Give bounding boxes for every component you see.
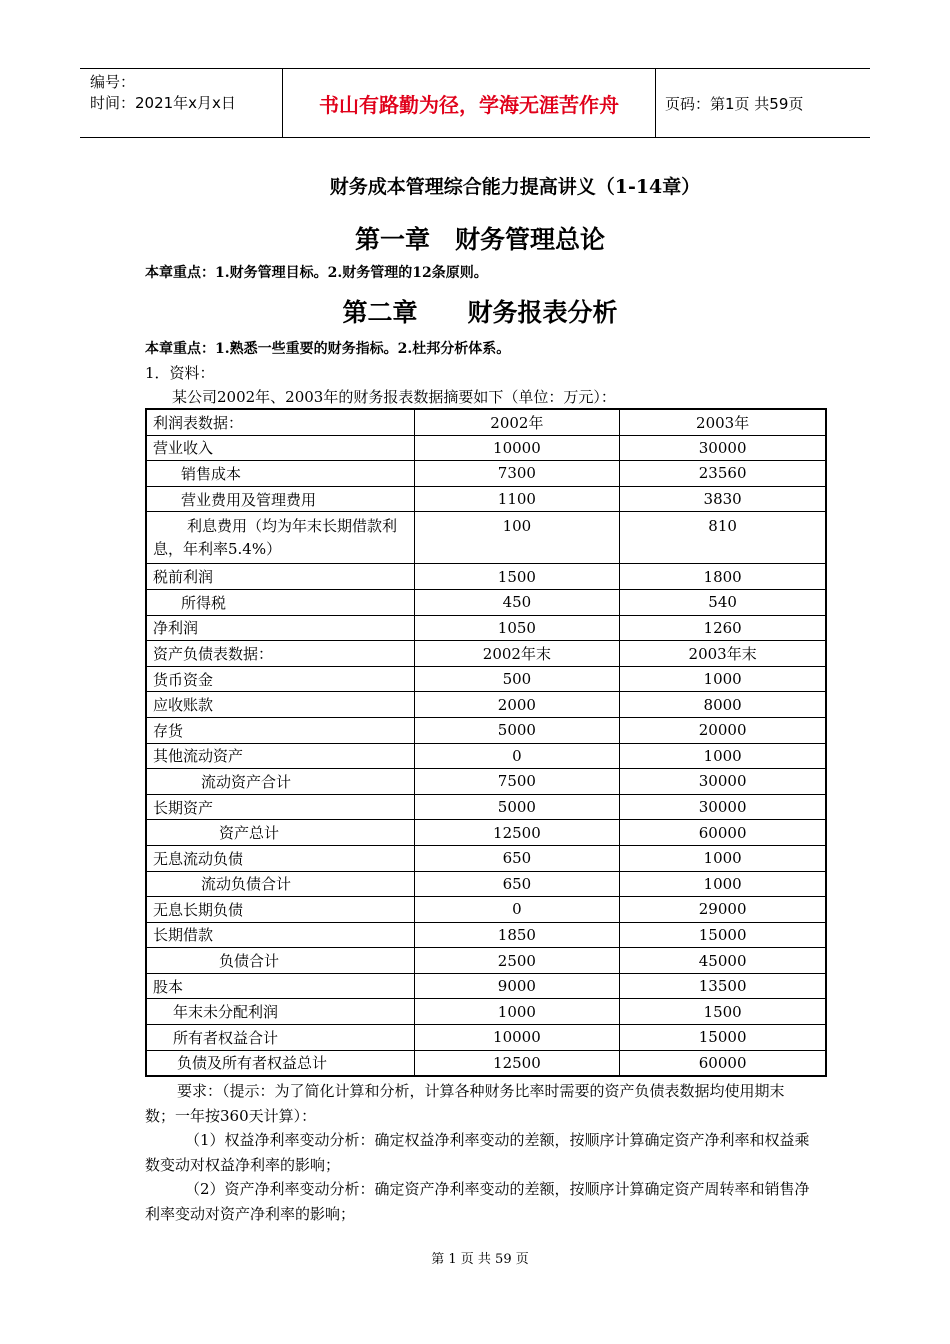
cell-2003: 810 (620, 512, 826, 564)
cell-2002: 100 (414, 512, 620, 564)
cell-2003: 13500 (620, 973, 826, 999)
cell-2003: 20000 (620, 717, 826, 743)
table-row (146, 564, 826, 590)
cell-2002: 7500 (414, 769, 620, 795)
row-label: 所有者权益合计 (146, 1025, 414, 1051)
table-row (146, 692, 826, 718)
cell-2002: 500 (414, 666, 620, 692)
number-label: 编号： (90, 73, 136, 91)
table-row (146, 589, 826, 615)
cell-2003: 2003年末 (620, 641, 826, 667)
requirements-intro: 要求：（提示：为了简化计算和分析，计算各种财务比率时需要的资产负债表数据均使用期末数；一年按360天计算）： (145, 1082, 785, 1125)
requirements-block (145, 1079, 810, 1226)
table-row (146, 845, 826, 871)
table-row (146, 409, 826, 435)
cell-2002: 2002年末 (414, 641, 620, 667)
row-label: 存货 (146, 717, 414, 743)
cell-2003: 30000 (620, 769, 826, 795)
row-label: 营业费用及管理费用 (146, 486, 414, 512)
document-title: 财务成本管理综合能力提高讲义（1-14章） (329, 176, 701, 198)
cell-2003: 1800 (620, 564, 826, 590)
cell-2002: 0 (414, 743, 620, 769)
cell-2002: 1100 (414, 486, 620, 512)
row-label: 年末未分配利润 (146, 999, 414, 1025)
table-row (146, 769, 826, 795)
header-motto: 书山有路勤为径，学海无涯苦作舟 (282, 69, 656, 137)
cell-2002: 650 (414, 871, 620, 897)
row-label: 无息流动负债 (146, 845, 414, 871)
cell-2002: 1050 (414, 615, 620, 641)
table-row (146, 820, 826, 846)
cell-2003: 15000 (620, 1025, 826, 1051)
table-row (146, 641, 826, 667)
cell-2003: 1000 (620, 666, 826, 692)
cell-2003: 1260 (620, 615, 826, 641)
chapter2-focus: 本章重点：1.熟悉一些重要的财务指标。2.杜邦分析体系。 (145, 341, 511, 357)
row-label: 资产负债表数据： (146, 641, 414, 667)
table-row (146, 615, 826, 641)
requirement-item-2: （2）资产净利率变动分析：确定资产净利率变动的差额，按顺序计算确定资产周转率和销售净利率变动对资产净利率的影响； (145, 1180, 810, 1223)
row-label: 长期资产 (146, 794, 414, 820)
cell-2002: 2500 (414, 948, 620, 974)
row-label: 负债及所有者权益总计 (146, 1050, 414, 1076)
table-row (146, 897, 826, 923)
table-intro: 某公司2002年、2003年的财务报表数据摘要如下（单位：万元）： (172, 388, 616, 406)
cell-2003: 3830 (620, 486, 826, 512)
row-label: 无息长期负债 (146, 897, 414, 923)
row-label: 利息费用（均为年末长期借款利息，年利率5.4%） (146, 512, 414, 564)
table-row (146, 999, 826, 1025)
header-meta (80, 69, 282, 137)
cell-2002: 12500 (414, 1050, 620, 1076)
document-header (80, 68, 870, 138)
row-label: 资产总计 (146, 820, 414, 846)
cell-2003: 540 (620, 589, 826, 615)
cell-2003: 8000 (620, 692, 826, 718)
row-label: 利润表数据： (146, 409, 414, 435)
row-label: 流动资产合计 (146, 769, 414, 795)
cell-2002: 0 (414, 897, 620, 923)
table-row (146, 717, 826, 743)
time-label: 时间：2021年x月x日 (90, 94, 236, 112)
cell-2002: 5000 (414, 794, 620, 820)
row-label: 销售成本 (146, 461, 414, 487)
table-row (146, 512, 826, 564)
cell-2002: 5000 (414, 717, 620, 743)
financial-data-table (145, 408, 827, 1077)
cell-2003: 60000 (620, 820, 826, 846)
cell-2002: 2000 (414, 692, 620, 718)
cell-2003: 30000 (620, 435, 826, 461)
cell-2003: 1500 (620, 999, 826, 1025)
page-footer: 第 1 页 共 59 页 (431, 1252, 529, 1267)
table-row (146, 1025, 826, 1051)
cell-2002: 650 (414, 845, 620, 871)
row-label: 负债合计 (146, 948, 414, 974)
cell-2003: 2003年 (620, 409, 826, 435)
cell-2003: 29000 (620, 897, 826, 923)
row-label: 其他流动资产 (146, 743, 414, 769)
row-label: 营业收入 (146, 435, 414, 461)
cell-2002: 1850 (414, 922, 620, 948)
row-label: 股本 (146, 973, 414, 999)
table-row (146, 871, 826, 897)
cell-2003: 1000 (620, 871, 826, 897)
cell-2003: 30000 (620, 794, 826, 820)
cell-2003: 45000 (620, 948, 826, 974)
cell-2002: 9000 (414, 973, 620, 999)
cell-2003: 1000 (620, 845, 826, 871)
requirement-item-1: （1）权益净利率变动分析：确定权益净利率变动的差额，按顺序计算确定资产净利率和权益乘数变动对权益净利率的影响； (145, 1131, 810, 1174)
row-label: 长期借款 (146, 922, 414, 948)
table-row (146, 743, 826, 769)
row-label: 流动负债合计 (146, 871, 414, 897)
cell-2002: 10000 (414, 435, 620, 461)
row-label: 应收账款 (146, 692, 414, 718)
cell-2003: 60000 (620, 1050, 826, 1076)
table-row (146, 1050, 826, 1076)
header-page-info: 页码：第1页 共59页 (665, 94, 804, 113)
cell-2002: 12500 (414, 820, 620, 846)
row-label: 税前利润 (146, 564, 414, 590)
table-row (146, 486, 826, 512)
table-row (146, 794, 826, 820)
chapter2-title: 第二章 财务报表分析 (342, 298, 618, 327)
cell-2002: 7300 (414, 461, 620, 487)
table-row (146, 435, 826, 461)
cell-2002: 1500 (414, 564, 620, 590)
row-label: 净利润 (146, 615, 414, 641)
table-row (146, 948, 826, 974)
cell-2002: 1000 (414, 999, 620, 1025)
chapter1-focus: 本章重点：1.财务管理目标。2.财务管理的12条原则。 (145, 265, 488, 281)
cell-2002: 10000 (414, 1025, 620, 1051)
cell-2002: 2002年 (414, 409, 620, 435)
cell-2002: 450 (414, 589, 620, 615)
material-label: 1．资料： (145, 364, 215, 382)
table-row (146, 922, 826, 948)
cell-2003: 23560 (620, 461, 826, 487)
row-label: 货币资金 (146, 666, 414, 692)
table-row (146, 973, 826, 999)
table-row (146, 461, 826, 487)
cell-2003: 1000 (620, 743, 826, 769)
row-label: 所得税 (146, 589, 414, 615)
table-row (146, 666, 826, 692)
cell-2003: 15000 (620, 922, 826, 948)
chapter1-title: 第一章 财务管理总论 (354, 225, 605, 254)
